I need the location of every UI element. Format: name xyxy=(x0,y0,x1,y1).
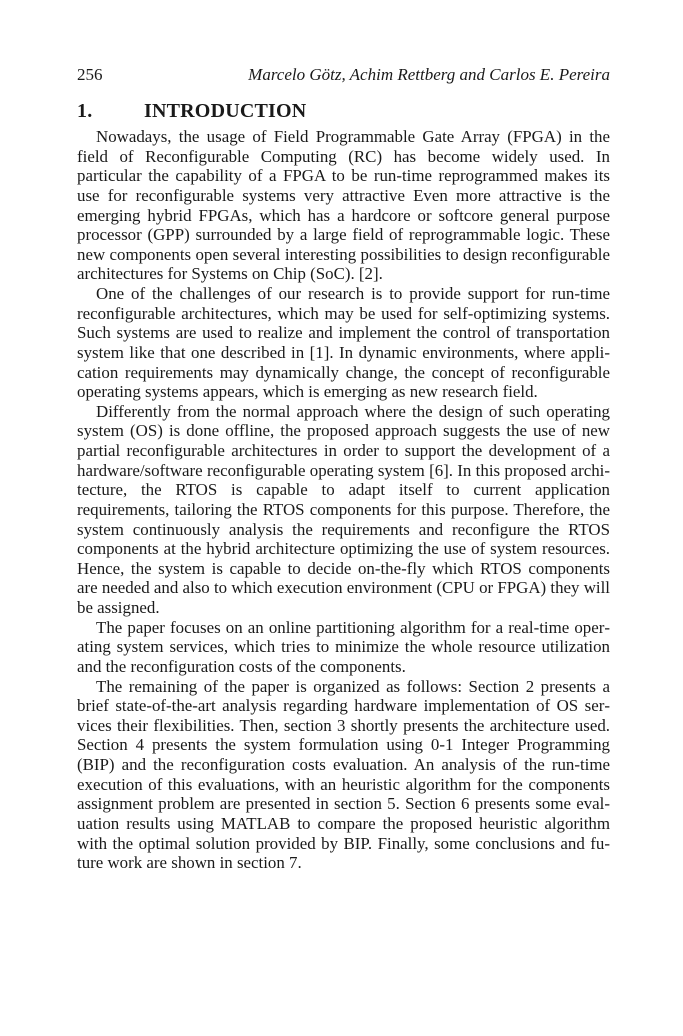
section-body xyxy=(77,127,610,873)
paragraph-3: Differently from the normal approach where the design of such operating system (OS) is done offline, the proposed approach suggests the use of new partial reconfigurable architectures in order to support the development of a hardware/software reconfigurable operating system [6]. In this proposed architecture, the RTOS is capable to adapt itself to current application requirements, tailoring the RTOS components for this purpose. Therefore, the system continuously analysis the requirements and reconfigure the RTOS components at the hybrid architecture optimizing the use of system resources. Hence, the system is capable to decide on-the-fly which RTOS components are needed and also to which execution environment (CPU or FPGA) they will be assigned. xyxy=(77,401,610,617)
paragraph-1: Nowadays, the usage of Field Programmable Gate Array (FPGA) in the field of Reconfigurable Computing (RC) has become widely used. In particular the capability of a FPGA to be run-time reprogrammed makes its use for reconfigurable systems very attractive Even more attractive is the emerging hybrid FPGAs, which has a hardcore or softcore general purpose processor (GPP) surrounded by a large field of reprogrammable logic. These new components open several interesting possibilities to design reconfigurable architectures for Systems on Chip (SoC). [2]. xyxy=(77,127,610,284)
running-head xyxy=(77,64,610,86)
section-heading xyxy=(77,99,610,123)
paragraph-4: The paper focuses on an online partitioning algorithm for a real-time operating system services, which tries to minimize the whole resource utilization and the reconfiguration costs of the components. xyxy=(77,617,610,676)
running-head-authors: Marcelo Götz, Achim Rettberg and Carlos E. Pereira xyxy=(248,65,610,84)
paper-page xyxy=(77,64,610,873)
paragraph-2: One of the challenges of our research is to provide support for run-time reconfigurable architectures, which may be used for self-optimizing systems. Such systems are used to realize and implement the control of transportation system like that one described in [1]. In dynamic environments, where application requirements may dynamically change, the concept of reconfigurable operating systems appears, which is emerging as new research field. xyxy=(77,284,610,402)
section-title: INTRODUCTION xyxy=(144,100,307,122)
paragraph-5: The remaining of the paper is organized as follows: Section 2 presents a brief state-of-the-art analysis regarding hardware implementation of OS services their flexibilities. Then, section 3 shortly presents the architecture used. Section 4 presents the system formulation using 0-1 Integer Programming (BIP) and the reconfiguration costs evaluation. An analysis of the run-time execution of this evaluations, with an heuristic algorithm for the components assignment problem are presented in section 5. Section 6 presents some evaluation results using MATLAB to compare the proposed heuristic algorithm with the optimal solution provided by BIP. Finally, some conclusions and future work are shown in section 7. xyxy=(77,676,610,873)
section-number: 1. xyxy=(77,100,93,122)
page-number: 256 xyxy=(77,65,103,84)
